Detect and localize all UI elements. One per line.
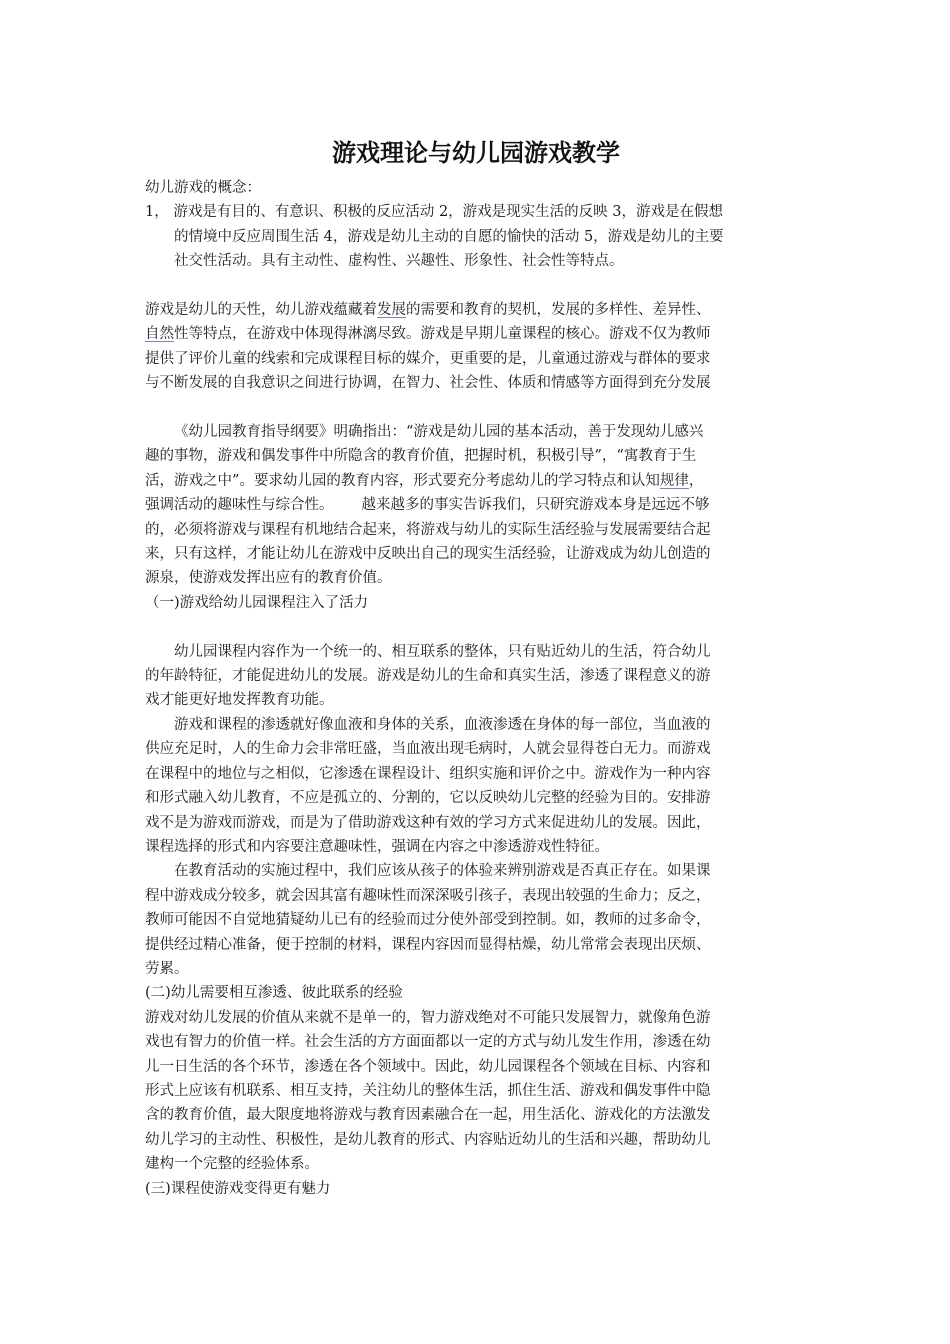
numbered-item-line: 社交性活动。具有主动性、虚构性、兴趣性、形象性、社会性等特点。 <box>174 253 624 270</box>
text-run: 活，游戏之中”。要求幼儿园的教育内容，形式要充分考虑幼儿的学习特点和认知 <box>145 472 660 489</box>
section-heading-2: (二)幼儿需要相互渗透、彼此联系的经验 <box>145 985 403 1002</box>
paragraph-line: 源泉，使游戏发挥出应有的教育价值。 <box>145 570 392 587</box>
paragraph-line: 幼儿学习的主动性、积极性，是幼儿教育的形式、内容贴近幼儿的生活和兴趣，帮助幼儿 <box>145 1131 711 1148</box>
paragraph-line <box>145 493 807 517</box>
section-heading-3: (三)课程使游戏变得更有魅力 <box>145 1180 331 1197</box>
paragraph-line <box>145 469 807 493</box>
paragraph-line: 《幼儿园教育指导纲要》明确指出：“游戏是幼儿园的基本活动，善于发现幼儿感兴 <box>174 424 704 441</box>
paragraph-line: 来，只有这样，才能让幼儿在游戏中反映出自己的现实生活经验，让游戏成为幼儿创造的 <box>145 546 711 563</box>
paragraph-line: 提供了评价儿童的线索和完成课程目标的媒介，更重要的是，儿童通过游戏与群体的要求 <box>145 350 711 367</box>
paragraph-line: 儿一日生活的各个环节，渗透在各个领域中。因此，幼儿园课程各个领域在目标、内容和 <box>145 1058 711 1075</box>
text-run: ， <box>688 472 704 489</box>
link-nature[interactable]: 自然 <box>145 326 174 343</box>
text-run: 的需要和教育的契机，发展的多样性、差异性、 <box>406 302 711 319</box>
paragraph-line: 的，必须将游戏与课程有机地结合起来，将游戏与幼儿的实际生活经验与发展需要结合起 <box>145 521 711 538</box>
blank-line <box>145 615 807 639</box>
paragraph-play-nature <box>145 298 807 396</box>
document-title: 游戏理论与幼儿园游戏教学 <box>332 138 620 167</box>
numbered-item <box>145 200 807 273</box>
paragraph-line: 在课程中的地位与之相似，它渗透在课程设计、组织实施和评价之中。游戏作为一种内容 <box>145 765 711 782</box>
paragraph-course-2 <box>145 713 807 859</box>
paragraph-line: 课程选择的形式和内容要注意趣味性，强调在内容之中渗透游戏性特征。 <box>145 838 609 855</box>
paragraph-line: 建构一个完整的经验体系。 <box>145 1156 319 1173</box>
paragraph-line: 在教育活动的实施过程中，我们应该从孩子的体验来辨别游戏是否真正存在。如果课 <box>174 863 711 880</box>
blank-line <box>145 274 807 298</box>
text-run: 性等特点，在游戏中体现得淋漓尽致。游戏是早期儿童课程的核心。游戏不仅为教师 <box>174 326 711 343</box>
paragraph-line: 戏才能更好地发挥教育功能。 <box>145 692 334 709</box>
text-run: 游戏是幼儿的天性，幼儿游戏蕴藏着 <box>145 302 377 319</box>
concept-heading: 幼儿游戏的概念： <box>145 180 261 196</box>
paragraph-line: 的年龄特征，才能促进幼儿的发展。游戏是幼儿的生命和真实生活，渗透了课程意义的游 <box>145 668 711 685</box>
link-development[interactable]: 发展 <box>377 302 406 319</box>
link-rules[interactable]: 规律 <box>659 472 689 489</box>
paragraph-line: 提供经过精心准备，便于控制的材料，课程内容因而显得枯燥，幼儿常常会表现出厌烦、 <box>145 936 711 953</box>
paragraph-line <box>145 322 807 346</box>
text-run: 越来越多的事实告诉我们，只研究游戏本身是远远不够 <box>361 497 710 514</box>
paragraph-line: 形式上应该有机联系、相互支持，关注幼儿的整体生活，抓住生活、游戏和偶发事件中隐 <box>145 1082 711 1099</box>
paragraph-line: 供应充足时，人的生命力会非常旺盛，当血液出现毛病时，人就会显得苍白无力。而游戏 <box>145 741 711 758</box>
paragraph-line: 含的教育价值，最大限度地将游戏与教育因素融合在一起，用生活化、游戏化的方法激发 <box>145 1107 711 1124</box>
blank-line <box>145 396 807 420</box>
paragraph-line: 游戏和课程的渗透就好像血液和身体的关系，血液渗透在身体的每一部位，当血液的 <box>174 716 711 733</box>
paragraph-line: 戏也有智力的价值一样。社会生活的方方面面都以一定的方式与幼儿发生作用，渗透在幼 <box>145 1034 711 1051</box>
paragraph-line: 与不断发展的自我意识之间进行协调，在智力、社会性、体质和情感等方面得到充分发展 <box>145 375 711 392</box>
numbered-item-line: 的情境中反应周围生活 4，游戏是幼儿主动的自愿的愉快的活动 5，游戏是幼儿的主要 <box>174 228 724 245</box>
numbered-item-line: 1， 游戏是有目的、有意识、积极的反应活动 2，游戏是现实生活的反映 3，游戏是在假想 <box>145 204 723 221</box>
paragraph-course-1 <box>145 640 807 713</box>
paragraph-line: 程中游戏成分较多，就会因其富有趣味性而深深吸引孩子，表现出较强的生命力；反之， <box>145 887 711 904</box>
text-run: 强调活动的趣味性与综合性。 <box>145 497 334 514</box>
paragraph-line: 幼儿园课程内容作为一个统一的、相互联系的整体，只有贴近幼儿的生活，符合幼儿 <box>174 643 711 660</box>
paragraph-line: 和形式融入幼儿教育，不应是孤立的、分割的，它以反映幼儿完整的经验为目的。安排游 <box>145 790 711 807</box>
document-body <box>145 130 807 1201</box>
paragraph-line: 趣的事物，游戏和偶发事件中所隐含的教育价值，把握时机，积极引导”，“寓教育于生 <box>145 448 697 465</box>
paragraph-outline <box>145 420 807 591</box>
paragraph-line: 游戏对幼儿发展的价值从来就不是单一的，智力游戏绝对不可能只发展智力，就像角色游 <box>145 1009 711 1026</box>
paragraph-experience <box>145 1006 807 1177</box>
paragraph-course-3 <box>145 859 807 981</box>
paragraph-line: 戏不是为游戏而游戏，而是为了借助游戏这种有效的学习方式来促进幼儿的发展。因此， <box>145 814 711 831</box>
section-heading-1: （一)游戏给幼儿园课程注入了活力 <box>145 594 369 611</box>
paragraph-line <box>145 298 807 322</box>
paragraph-line: 教师可能因不自觉地猜疑幼儿已有的经验而过分使外部受到控制。如，教师的过多命令， <box>145 912 711 929</box>
paragraph-line: 劳累。 <box>145 960 189 977</box>
